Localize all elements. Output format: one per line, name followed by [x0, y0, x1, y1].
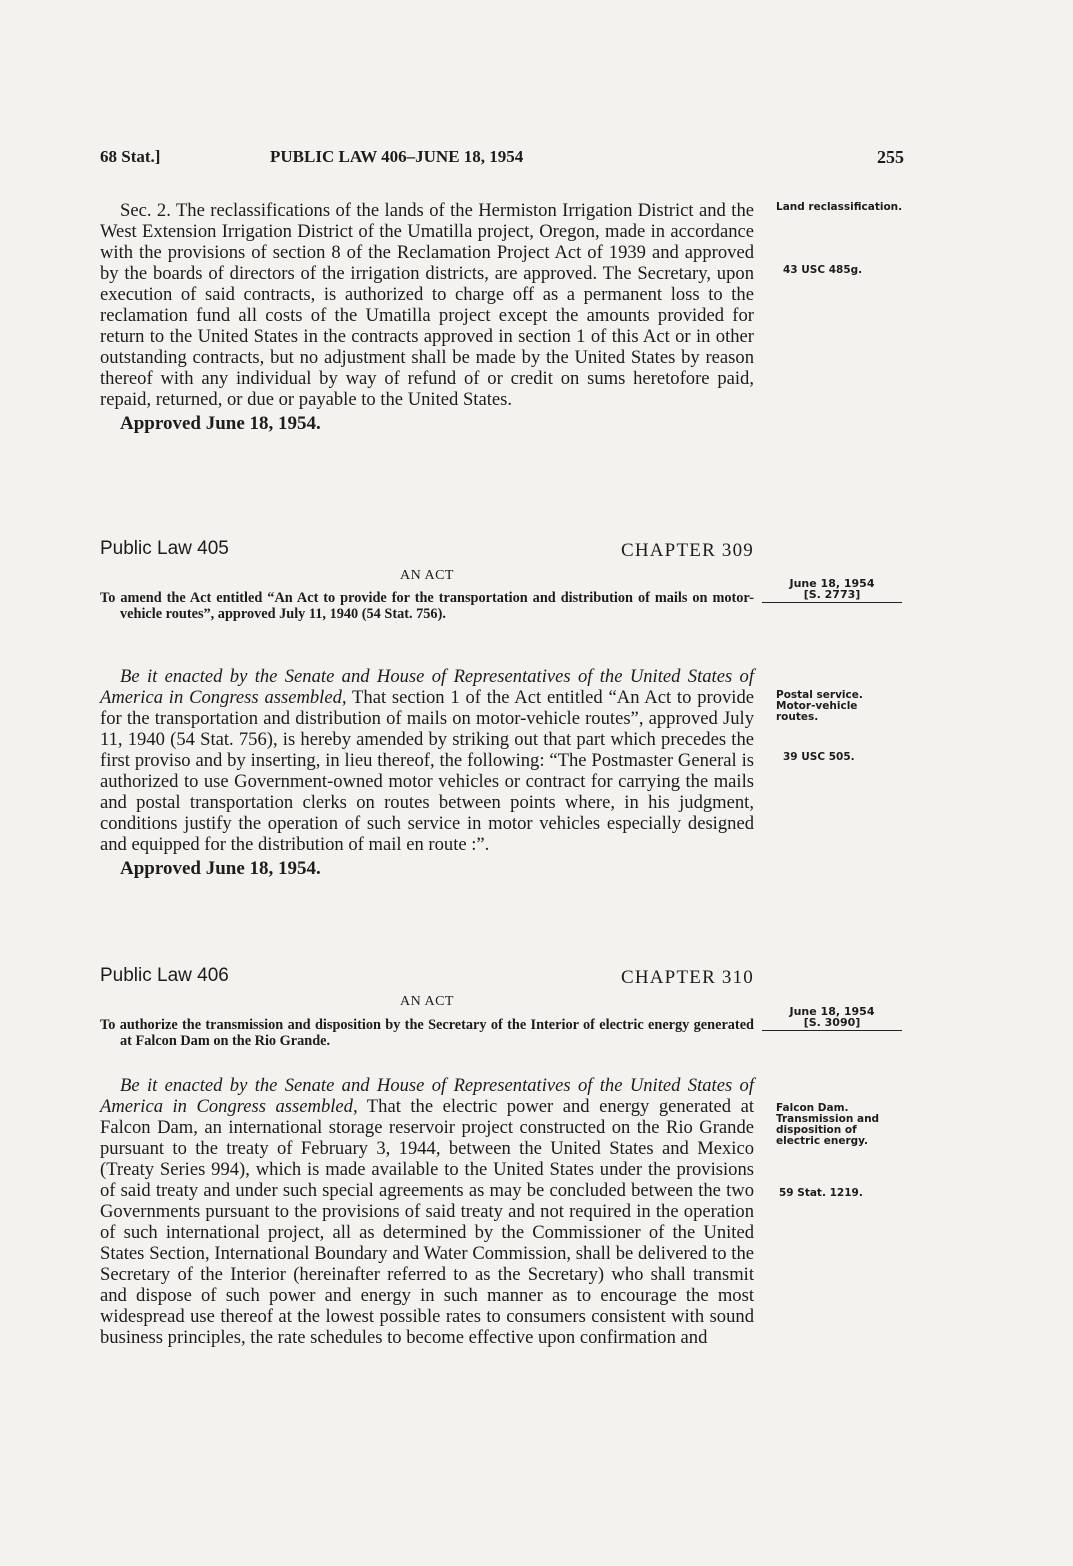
law-406-provisions: That the electric power and energy generated at Falcon Dam, an international storage reservoir project constructed on the Rio Grande pursuant to the treaty of February 3, 1944, between the United States and Mexico (Treaty Series 994), which is made available to the United States under the provisions of said treaty and under such special agreements as may be concluded between the two Governments pursuant to the provisions of said treaty and not required in the operation of such international project, all as determined by the Commissioner of the United States Section, International Boundary and Water Commission, shall be delivered to the Secretary of the Interior (hereinafter referred to as the Secretary) who shall transmit and dispose of such power and energy in such manner as to encourage the most widespread use thereof at the lowest possible rates to consumers consistent with sound business principles, the rate schedules to become effective upon confirmation and	[100, 1096, 754, 1348]
an-act-label-406: AN ACT	[400, 994, 454, 1009]
enactment-date-405	[762, 578, 902, 600]
enactment-date-406	[762, 1006, 902, 1028]
section-2-text: Sec. 2. The reclassifications of the lands of the Hermiston Irrigation District and the West Extension Irrigation District of the Umatilla project, Oregon, made in accordance with the provisions of section 8 of the Reclamation Project Act of 1939 and approved by the boards of directors of the irrigation districts, are approved. The Secretary, upon execution of said contracts, is authorized to charge off as a permanent loss to the reclamation fund all costs of the Umatilla project except the amounts provided for return to the United States in the contracts approved in section 1 of this Act or in other outstanding contracts, but no adjustment shall be made by the United States by reason thereof with any individual by way of refund of or credit on sums heretofore paid, repaid, returned, or due or payable to the United States.	[100, 200, 754, 410]
law-405-provisions: That section 1 of the Act entitled “An Act to provide for the transportation and distribution of mails on motor-vehicle routes”, approved July 11, 1940 (54 Stat. 756), is hereby amended by striking out that part which precedes the first proviso and by inserting, in lieu thereof, the following: “The Postmaster General is authorized to use Government-owned motor vehicles or contract for carrying the mails and postal transportation clerks on routes between points where, in his judgment, conditions justify the operation of such service in motor vehicles especially designed and equipped for the distribution of mail en route :”.	[100, 687, 754, 855]
running-head	[100, 147, 904, 171]
margin-rule-405	[762, 602, 902, 603]
date-406: June 18, 1954	[789, 1005, 875, 1018]
approval-line-sec2: Approved June 18, 1954.	[120, 413, 321, 434]
bill-number-406: [S. 3090]	[803, 1016, 861, 1029]
public-law-405-heading	[100, 538, 754, 564]
transmission-label: Transmission and disposition of electric energy.	[776, 1113, 880, 1147]
chapter-309: CHAPTER 309	[620, 540, 754, 561]
law-405-body	[100, 666, 754, 880]
running-title: PUBLIC LAW 406–JUNE 18, 1954	[270, 147, 524, 166]
an-act-label-405: AN ACT	[400, 568, 454, 583]
date-405: June 18, 1954	[789, 577, 875, 590]
motor-vehicle-routes-label: Motor-vehicle routes.	[776, 700, 858, 723]
margin-note-land-reclassification: Land reclassification.	[776, 201, 903, 213]
public-law-406-heading	[100, 965, 754, 991]
volume-reference: 68 Stat.]	[100, 147, 161, 166]
enacting-clause-406: Be it enacted by the Senate and House of Representatives of the United States of America in Congress assembled,	[100, 1075, 754, 1117]
bill-number-405: [S. 2773]	[803, 588, 861, 601]
act-title-406: To authorize the transmission and disposition by the Secretary of the Interior of electric energy generated at Falcon Dam on the Rio Grande.	[100, 1017, 754, 1049]
chapter-310: CHAPTER 310	[620, 967, 754, 988]
approval-line-405: Approved June 18, 1954.	[120, 858, 321, 879]
margin-note-falcon-dam	[776, 1103, 916, 1147]
margin-rule-406	[762, 1030, 902, 1031]
law-406-body	[100, 1075, 754, 1348]
public-law-406-name: Public Law 406	[100, 965, 229, 986]
enacting-clause-405: Be it enacted by the Senate and House of Representatives of the United States of America in Congress assembled,	[100, 666, 754, 708]
public-law-405-name: Public Law 405	[100, 538, 229, 559]
section-2	[100, 200, 754, 435]
margin-note-43-usc: 43 USC 485g.	[783, 264, 863, 276]
law-405-text	[100, 666, 754, 855]
law-406-text	[100, 1075, 754, 1348]
margin-note-39-usc: 39 USC 505.	[783, 751, 855, 763]
falcon-dam-label: Falcon Dam.	[776, 1102, 849, 1114]
act-title-405: To amend the Act entitled “An Act to provide for the transportation and distribution of mails on motor-vehicle routes”, approved July 11, 1940 (54 Stat. 756).	[100, 590, 754, 622]
page-number: 255	[877, 147, 904, 167]
margin-note-59-stat: 59 Stat. 1219.	[779, 1187, 863, 1199]
margin-note-postal-service	[776, 690, 916, 723]
postal-service-label: Postal service.	[776, 689, 863, 701]
